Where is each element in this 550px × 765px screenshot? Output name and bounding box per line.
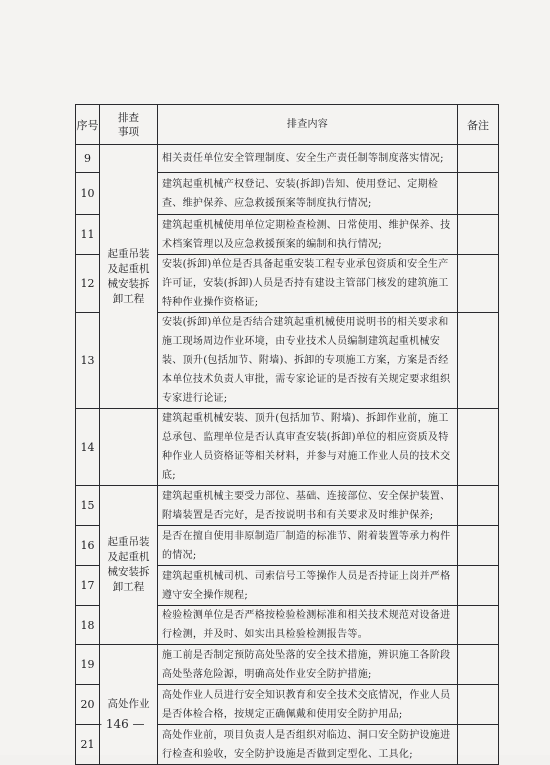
row-number: 15 [76,486,100,526]
header-item: 排查 事项 [100,105,158,145]
row-content: 高处作业人员进行安全知识教育和安全技术交底情况，作业人员是否体检合格，按规定正确佩戴和使用安全防护用品; [158,685,458,725]
table-header-row [76,105,499,145]
row-note [458,255,499,313]
header-content: 排查内容 [158,105,458,145]
row-note [458,606,499,645]
row-note [458,409,499,486]
row-content: 建筑起重机械主要受力部位、基础、连接部位、安全保护装置、附墙装置是否完好，是否按说明书和有关要求及时维护保养; [158,486,458,526]
row-content: 安装(拆卸)单位是否结合建筑起重机械使用说明书的相关要求和施工现场周边作业环境，由专业技术人员编制建筑起重机械安装、顶升(包括加节、附墙)、拆卸的专项施工方案，方案是否经本单位技术负责人审批，需专家论证的是否按有关规定要求组织专家进行论证; [158,313,458,409]
table-row [76,409,499,486]
row-number: 10 [76,173,100,215]
row-number: 9 [76,145,100,173]
row-content: 建筑起重机械司机、司索信号工等操作人员是否持证上岗并严格遵守安全操作规程; [158,566,458,606]
row-note [458,486,499,526]
row-number: 12 [76,255,100,313]
header-note: 备注 [458,105,499,145]
row-number: 17 [76,566,100,606]
page-number: — 146 — [90,717,145,731]
row-note [458,725,499,765]
header-no: 序号 [76,105,100,145]
row-number: 11 [76,215,100,255]
row-content: 安装(拆卸)单位是否具备起重安装工程专业承包资质和安全生产许可证，安装(拆卸)人员是否持有建设主管部门核发的建筑施工特种作业操作资格证; [158,255,458,313]
table-row [76,645,499,685]
row-content: 建筑起重机械使用单位定期检查检测、日常使用、维护保养、技术档案管理以及应急救援预案的编制和执行情况; [158,215,458,255]
group-crane-1: 起重吊装及起重机械安装拆卸工程 [100,145,158,409]
row-content: 相关责任单位安全管理制度、安全生产责任制等制度落实情况; [158,145,458,173]
inspection-table [75,104,499,765]
row-note [458,566,499,606]
row-number: 20 [76,685,100,725]
group-crane-2: 起重吊装及起重机械安装拆卸工程 [100,486,158,645]
row-content: 建筑起重机械产权登记、安装(拆卸)告知、使用登记、定期检查、维护保养、应急救援预案等制度执行情况; [158,173,458,215]
table-row [76,145,499,173]
group-height-work: 高处作业 [100,645,158,765]
row-note [458,685,499,725]
row-number: 14 [76,409,100,486]
row-number: 13 [76,313,100,409]
row-note [458,313,499,409]
row-note [458,173,499,215]
row-number: 18 [76,606,100,645]
row-number: 21 [76,725,100,765]
row-note [458,145,499,173]
row-note [458,526,499,566]
row-number: 16 [76,526,100,566]
table-row [76,486,499,526]
row-content: 高处作业前，项目负责人是否组织对临边、洞口安全防护设施进行检查和验收，安全防护设施是否做到定型化、工具化; [158,725,458,765]
row-number: 19 [76,645,100,685]
row-content: 是否在擅自使用非原制造厂制造的标准节、附着装置等承力构件的情况; [158,526,458,566]
row-content: 施工前是否制定预防高处坠落的安全技术措施，辨识施工各阶段高处坠落危险源，明确高处作业安全防护措施; [158,645,458,685]
group-empty [100,409,158,486]
row-note [458,645,499,685]
row-note [458,215,499,255]
row-content: 检验检测单位是否严格按检验检测标准和相关技术规范对设备进行检测，并及时、如实出具检验检测报告等。 [158,606,458,645]
row-content: 建筑起重机械安装、顶升(包括加节、附墙)、拆卸作业前，施工总承包、监理单位是否认真审查安装(拆卸)单位的相应资质及特种作业人员资格证等相关材料，并参与对施工作业人员的技术交底; [158,409,458,486]
